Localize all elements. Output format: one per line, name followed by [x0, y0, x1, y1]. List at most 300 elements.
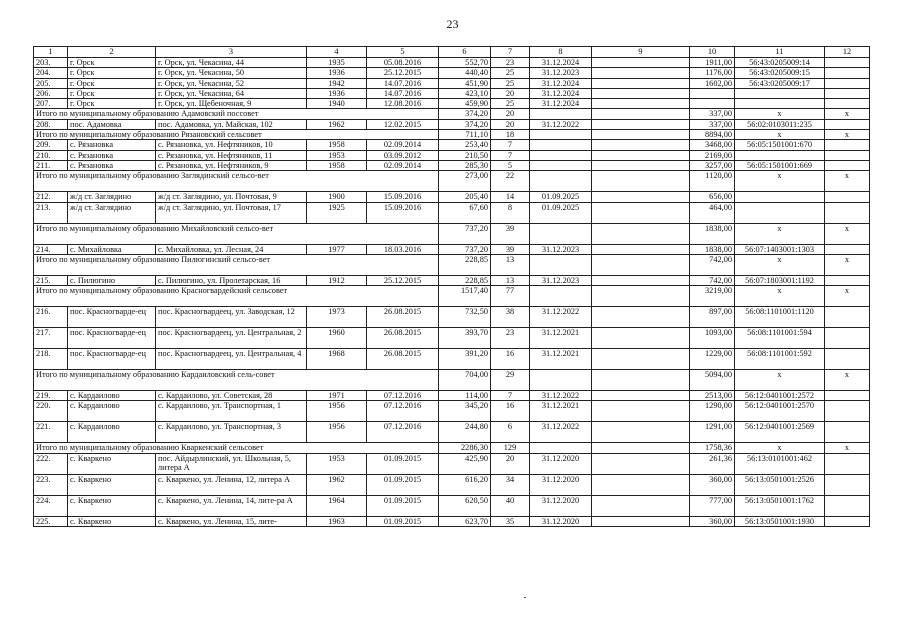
- deadline-cell: 31.12.2020: [530, 516, 592, 526]
- cost-cell: 261,36: [690, 453, 735, 474]
- year-built-cell: 1958: [307, 140, 367, 150]
- col-9-cell: [592, 516, 690, 526]
- address-cell: с. Кардаилово, ул. Советская, 28: [156, 391, 307, 401]
- col-12-cell: [825, 160, 870, 170]
- cost-cell: 1176,00: [690, 68, 735, 78]
- header-cell: 10: [690, 47, 735, 58]
- subtotal-area: 2286,30: [439, 443, 491, 453]
- area-cell: 459,90: [439, 99, 491, 109]
- subtotal-col-9: [592, 223, 690, 244]
- subtotal-col-12: х: [825, 109, 870, 119]
- cost-cell: 777,00: [690, 495, 735, 516]
- subtotal-cost: 337,00: [690, 109, 735, 119]
- deadline-cell: [530, 150, 592, 160]
- subtotal-deadline: [530, 254, 592, 275]
- subtotal-cadastral-number: х: [735, 109, 825, 119]
- address-cell: ж/д ст. Заглядино, ул. Почтовая, 17: [156, 202, 307, 223]
- date-cell: 14.07.2016: [367, 78, 439, 88]
- row-number-cell: 207.: [34, 99, 68, 109]
- row-number-cell: 220.: [34, 401, 68, 422]
- table-row: [34, 68, 870, 78]
- subtotal-col-9: [592, 130, 690, 140]
- settlement-cell: с. Кваркено: [68, 474, 156, 495]
- address-cell: с. Кваркено, ул. Ленина, 14, лите-ра А: [156, 495, 307, 516]
- header-cell: 1: [34, 47, 68, 58]
- col-12-cell: [825, 307, 870, 328]
- row-number-cell: 218.: [34, 349, 68, 370]
- cadastral-number-cell: 56:12:0401001:2572: [735, 391, 825, 401]
- settlement-cell: г. Орск: [68, 99, 156, 109]
- subtotal-cost: 742,00: [690, 254, 735, 275]
- col-9-cell: [592, 160, 690, 170]
- settlement-cell: г. Орск: [68, 58, 156, 68]
- scan-speck: [524, 597, 526, 598]
- address-cell: г. Орск, ул. Чекасина, 64: [156, 88, 307, 98]
- address-cell: пос. Красногвардеец, ул. Центральная, 2: [156, 328, 307, 349]
- deadline-cell: [530, 160, 592, 170]
- subtotal-col-12: х: [825, 223, 870, 244]
- deadline-cell: 31.12.2022: [530, 391, 592, 401]
- col-9-cell: [592, 307, 690, 328]
- subtotal-col-9: [592, 254, 690, 275]
- subtotal-col-9: [592, 286, 690, 307]
- deadline-cell: 31.12.2022: [530, 119, 592, 129]
- table-row: [34, 516, 870, 526]
- year-built-cell: 1912: [307, 275, 367, 285]
- header-cell: 6: [439, 47, 491, 58]
- header-cell: 2: [68, 47, 156, 58]
- cost-cell: 1602,00: [690, 78, 735, 88]
- subtotal-area: 374,20: [439, 109, 491, 119]
- table-row: [34, 88, 870, 98]
- cadastral-number-cell: 56:08:1101001:1120: [735, 307, 825, 328]
- col-12-cell: [825, 78, 870, 88]
- subtotal-row: [34, 370, 870, 391]
- table-row: [34, 495, 870, 516]
- col-9-cell: [592, 119, 690, 129]
- deadline-cell: 31.12.2020: [530, 495, 592, 516]
- header-cell: 8: [530, 47, 592, 58]
- col-12-cell: [825, 275, 870, 285]
- col-9-cell: [592, 68, 690, 78]
- residents-cell: 20: [491, 119, 530, 129]
- subtotal-deadline: [530, 171, 592, 192]
- address-cell: пос. Красногвардеец, ул. Центральная, 4: [156, 349, 307, 370]
- col-12-cell: [825, 140, 870, 150]
- col-12-cell: [825, 68, 870, 78]
- cadastral-number-cell: [735, 99, 825, 109]
- subtotal-row: [34, 286, 870, 307]
- subtotal-residents: 13: [491, 254, 530, 275]
- residents-cell: 23: [491, 58, 530, 68]
- subtotal-residents: 29: [491, 370, 530, 391]
- residents-cell: 35: [491, 516, 530, 526]
- subtotal-col-12: х: [825, 130, 870, 140]
- col-9-cell: [592, 244, 690, 254]
- header-cell: 5: [367, 47, 439, 58]
- cadastral-number-cell: 56:08:1101001:594: [735, 328, 825, 349]
- settlement-cell: с. Кваркено: [68, 453, 156, 474]
- subtotal-row: [34, 443, 870, 453]
- row-number-cell: 225.: [34, 516, 68, 526]
- address-cell: г. Орск, ул. Чекасина, 50: [156, 68, 307, 78]
- row-number-cell: 204.: [34, 68, 68, 78]
- col-9-cell: [592, 202, 690, 223]
- year-built-cell: 1963: [307, 516, 367, 526]
- area-cell: 391,20: [439, 349, 491, 370]
- subtotal-deadline: [530, 130, 592, 140]
- table-row: [34, 401, 870, 422]
- area-cell: 205,40: [439, 192, 491, 202]
- cost-cell: 1838,00: [690, 244, 735, 254]
- date-cell: 25.12.2015: [367, 68, 439, 78]
- subtotal-col-12: х: [825, 254, 870, 275]
- residents-cell: 40: [491, 495, 530, 516]
- col-9-cell: [592, 495, 690, 516]
- col-12-cell: [825, 453, 870, 474]
- deadline-cell: 01.09.2025: [530, 192, 592, 202]
- year-built-cell: 1936: [307, 68, 367, 78]
- date-cell: 18.03.2016: [367, 244, 439, 254]
- row-number-cell: 210.: [34, 150, 68, 160]
- address-cell: ж/д ст. Заглядино, ул. Почтовая, 9: [156, 192, 307, 202]
- residents-cell: 38: [491, 307, 530, 328]
- cost-cell: 2513,00: [690, 391, 735, 401]
- row-number-cell: 216.: [34, 307, 68, 328]
- cadastral-number-cell: 56:43:0205009:15: [735, 68, 825, 78]
- col-12-cell: [825, 119, 870, 129]
- col-12-cell: [825, 328, 870, 349]
- settlement-cell: с. Кваркено: [68, 516, 156, 526]
- subtotal-cadastral-number: х: [735, 254, 825, 275]
- date-cell: 26.08.2015: [367, 307, 439, 328]
- date-cell: 05.08.2016: [367, 58, 439, 68]
- row-number-cell: 211.: [34, 160, 68, 170]
- area-cell: 451,90: [439, 78, 491, 88]
- area-cell: 285,30: [439, 160, 491, 170]
- deadline-cell: 31.12.2020: [530, 453, 592, 474]
- cadastral-number-cell: 56:05:1501001:670: [735, 140, 825, 150]
- address-cell: с. Кваркено, ул. Ленина, 15, лите-: [156, 516, 307, 526]
- deadline-cell: 31.12.2023: [530, 68, 592, 78]
- col-12-cell: [825, 192, 870, 202]
- address-cell: пос. Красногвардеец, ул. Заводская, 12: [156, 307, 307, 328]
- address-cell: пос. Айдырлинский, ул. Школьная, 5, литера А: [156, 453, 307, 474]
- row-number-cell: 208.: [34, 119, 68, 129]
- cost-cell: [690, 88, 735, 98]
- residents-cell: 7: [491, 391, 530, 401]
- area-cell: 623,70: [439, 516, 491, 526]
- subtotal-label: Итого по муниципальному образованию Адамовский поссовет: [34, 109, 439, 119]
- subtotal-cost: 3219,00: [690, 286, 735, 307]
- date-cell: 26.08.2015: [367, 328, 439, 349]
- col-9-cell: [592, 401, 690, 422]
- subtotal-deadline: [530, 223, 592, 244]
- cost-cell: 1093,00: [690, 328, 735, 349]
- address-cell: г. Орск, ул. Чекасина, 52: [156, 78, 307, 88]
- cost-cell: 1291,00: [690, 422, 735, 443]
- table-row: [34, 244, 870, 254]
- residents-cell: 16: [491, 401, 530, 422]
- residents-cell: 25: [491, 68, 530, 78]
- table-row: [34, 140, 870, 150]
- area-cell: 114,00: [439, 391, 491, 401]
- year-built-cell: 1968: [307, 349, 367, 370]
- deadline-cell: 31.12.2020: [530, 474, 592, 495]
- date-cell: 02.09.2014: [367, 140, 439, 150]
- table-row: [34, 192, 870, 202]
- date-cell: 26.08.2015: [367, 349, 439, 370]
- cost-cell: 464,00: [690, 202, 735, 223]
- row-number-cell: 213.: [34, 202, 68, 223]
- subtotal-col-12: х: [825, 286, 870, 307]
- date-cell: 15.09.2016: [367, 192, 439, 202]
- col-12-cell: [825, 474, 870, 495]
- table-row: [34, 328, 870, 349]
- subtotal-cost: 1120,00: [690, 171, 735, 192]
- col-12-cell: [825, 88, 870, 98]
- row-number-cell: 209.: [34, 140, 68, 150]
- header-row: [34, 47, 870, 58]
- residents-cell: 25: [491, 78, 530, 88]
- subtotal-row: [34, 254, 870, 275]
- subtotal-residents: 20: [491, 109, 530, 119]
- date-cell: 25.12.2015: [367, 275, 439, 285]
- cost-cell: 1229,00: [690, 349, 735, 370]
- subtotal-area: 737,20: [439, 223, 491, 244]
- row-number-cell: 212.: [34, 192, 68, 202]
- residents-cell: 13: [491, 275, 530, 285]
- subtotal-deadline: [530, 370, 592, 391]
- register-table: [33, 46, 870, 527]
- header-cell: 3: [156, 47, 307, 58]
- address-cell: г. Орск, ул. Чекасина, 44: [156, 58, 307, 68]
- subtotal-area: 273,00: [439, 171, 491, 192]
- year-built-cell: 1935: [307, 58, 367, 68]
- date-cell: 14.07.2016: [367, 88, 439, 98]
- subtotal-row: [34, 171, 870, 192]
- row-number-cell: 203.: [34, 58, 68, 68]
- table-row: [34, 119, 870, 129]
- subtotal-col-9: [592, 370, 690, 391]
- cost-cell: 337,00: [690, 119, 735, 129]
- header-cell: 11: [735, 47, 825, 58]
- cost-cell: 3257,00: [690, 160, 735, 170]
- settlement-cell: с. Кардаилово: [68, 422, 156, 443]
- deadline-cell: 31.12.2021: [530, 328, 592, 349]
- year-built-cell: 1964: [307, 495, 367, 516]
- cadastral-number-cell: 56:05:1501001:669: [735, 160, 825, 170]
- subtotal-deadline: [530, 443, 592, 453]
- col-9-cell: [592, 140, 690, 150]
- col-9-cell: [592, 349, 690, 370]
- address-cell: г. Орск, ул. Щебеночная, 9: [156, 99, 307, 109]
- header-cell: 9: [592, 47, 690, 58]
- subtotal-col-12: х: [825, 443, 870, 453]
- residents-cell: 20: [491, 453, 530, 474]
- cadastral-number-cell: 56:13:0501001:1930: [735, 516, 825, 526]
- subtotal-label: Итого по муниципальному образованию Кардаиловский сель-совет: [34, 370, 439, 391]
- row-number-cell: 217.: [34, 328, 68, 349]
- address-cell: с. Рязановка, ул. Нефтяников, 9: [156, 160, 307, 170]
- residents-cell: 8: [491, 202, 530, 223]
- table-row: [34, 150, 870, 160]
- cost-cell: 360,00: [690, 516, 735, 526]
- address-cell: с. Рязановка, ул. Нефтяников, 11: [156, 150, 307, 160]
- settlement-cell: с. Кардаилово: [68, 401, 156, 422]
- cadastral-number-cell: 56:02:0103011:235: [735, 119, 825, 129]
- cadastral-number-cell: 56:08:1101001:592: [735, 349, 825, 370]
- col-9-cell: [592, 391, 690, 401]
- subtotal-cadastral-number: х: [735, 171, 825, 192]
- residents-cell: 34: [491, 474, 530, 495]
- col-12-cell: [825, 401, 870, 422]
- subtotal-cadastral-number: х: [735, 223, 825, 244]
- page-number: 23: [446, 17, 459, 31]
- table-row: [34, 202, 870, 223]
- settlement-cell: с. Рязановка: [68, 140, 156, 150]
- address-cell: с. Рязановка, ул. Нефтяников, 10: [156, 140, 307, 150]
- year-built-cell: 1960: [307, 328, 367, 349]
- subtotal-label: Итого по муниципальному образованию Пилюгинский сельсо-вет: [34, 254, 439, 275]
- subtotal-cost: 8894,00: [690, 130, 735, 140]
- year-built-cell: 1953: [307, 453, 367, 474]
- address-cell: с. Кардаилово, ул. Транспортная, 3: [156, 422, 307, 443]
- cost-cell: 897,00: [690, 307, 735, 328]
- deadline-cell: 31.12.2024: [530, 78, 592, 88]
- year-built-cell: 1900: [307, 192, 367, 202]
- deadline-cell: 31.12.2021: [530, 401, 592, 422]
- year-built-cell: 1973: [307, 307, 367, 328]
- cost-cell: 742,00: [690, 275, 735, 285]
- address-cell: с. Михайловка, ул. Лесная, 24: [156, 244, 307, 254]
- date-cell: 07.12.2016: [367, 391, 439, 401]
- subtotal-residents: 129: [491, 443, 530, 453]
- subtotal-residents: 39: [491, 223, 530, 244]
- date-cell: 01.09.2015: [367, 516, 439, 526]
- table-row: [34, 78, 870, 88]
- deadline-cell: 31.12.2023: [530, 275, 592, 285]
- row-number-cell: 223.: [34, 474, 68, 495]
- cadastral-number-cell: 56:07:1403001:1303: [735, 244, 825, 254]
- subtotal-label: Итого по муниципальному образованию Михайловский сельсо-вет: [34, 223, 439, 244]
- subtotal-residents: 77: [491, 286, 530, 307]
- date-cell: 12.08.2016: [367, 99, 439, 109]
- area-cell: 345,20: [439, 401, 491, 422]
- header-cell: 4: [307, 47, 367, 58]
- subtotal-area: 704,00: [439, 370, 491, 391]
- date-cell: 01.09.2015: [367, 453, 439, 474]
- area-cell: 228,85: [439, 275, 491, 285]
- settlement-cell: пос. Красногварде-ец: [68, 307, 156, 328]
- col-9-cell: [592, 58, 690, 68]
- cadastral-number-cell: 56:07:1803001:1192: [735, 275, 825, 285]
- deadline-cell: 01.09.2025: [530, 202, 592, 223]
- subtotal-label: Итого по муниципальному образованию Рязановский сельсовет: [34, 130, 439, 140]
- year-built-cell: 1956: [307, 401, 367, 422]
- cost-cell: 2169,00: [690, 150, 735, 160]
- cadastral-number-cell: 56:12:0401001:2570: [735, 401, 825, 422]
- subtotal-row: [34, 223, 870, 244]
- cadastral-number-cell: [735, 202, 825, 223]
- subtotal-cadastral-number: х: [735, 130, 825, 140]
- table-row: [34, 349, 870, 370]
- deadline-cell: [530, 140, 592, 150]
- cost-cell: 1911,00: [690, 58, 735, 68]
- row-number-cell: 219.: [34, 391, 68, 401]
- subtotal-cost: 5094,00: [690, 370, 735, 391]
- subtotal-col-9: [592, 109, 690, 119]
- col-9-cell: [592, 453, 690, 474]
- year-built-cell: 1936: [307, 88, 367, 98]
- table-row: [34, 275, 870, 285]
- date-cell: 07.12.2016: [367, 401, 439, 422]
- cost-cell: 3468,00: [690, 140, 735, 150]
- settlement-cell: с. Рязановка: [68, 150, 156, 160]
- address-cell: с. Пилюгино, ул. Пролетарская, 16: [156, 275, 307, 285]
- table-row: [34, 160, 870, 170]
- residents-cell: 7: [491, 150, 530, 160]
- settlement-cell: пос. Красногварде-ец: [68, 349, 156, 370]
- col-9-cell: [592, 88, 690, 98]
- settlement-cell: с. Кардаилово: [68, 391, 156, 401]
- area-cell: 244,80: [439, 422, 491, 443]
- header-cell: 12: [825, 47, 870, 58]
- subtotal-col-9: [592, 171, 690, 192]
- subtotal-residents: 18: [491, 130, 530, 140]
- area-cell: 440,40: [439, 68, 491, 78]
- col-12-cell: [825, 150, 870, 160]
- cadastral-number-cell: [735, 150, 825, 160]
- header-cell: 7: [491, 47, 530, 58]
- subtotal-deadline: [530, 109, 592, 119]
- table-row: [34, 58, 870, 68]
- residents-cell: 16: [491, 349, 530, 370]
- residents-cell: 23: [491, 328, 530, 349]
- col-12-cell: [825, 516, 870, 526]
- settlement-cell: с. Рязановка: [68, 160, 156, 170]
- col-9-cell: [592, 150, 690, 160]
- year-built-cell: 1962: [307, 474, 367, 495]
- subtotal-label: Итого по муниципальному образованию Кваркенский сельсовет: [34, 443, 439, 453]
- settlement-cell: ж/д ст. Заглядино: [68, 202, 156, 223]
- subtotal-cadastral-number: х: [735, 370, 825, 391]
- col-12-cell: [825, 244, 870, 254]
- area-cell: 425,90: [439, 453, 491, 474]
- subtotal-label: Итого по муниципальному образованию Красногвардейский сельсовет: [34, 286, 439, 307]
- settlement-cell: с. Пилюгино: [68, 275, 156, 285]
- col-9-cell: [592, 474, 690, 495]
- subtotal-cadastral-number: х: [735, 443, 825, 453]
- subtotal-area: 228,85: [439, 254, 491, 275]
- area-cell: 616,20: [439, 474, 491, 495]
- row-number-cell: 205.: [34, 78, 68, 88]
- settlement-cell: пос. Красногварде-ец: [68, 328, 156, 349]
- date-cell: 15.09.2016: [367, 202, 439, 223]
- date-cell: 01.09.2015: [367, 474, 439, 495]
- subtotal-col-12: х: [825, 370, 870, 391]
- subtotal-cost: 1838,00: [690, 223, 735, 244]
- year-built-cell: 1940: [307, 99, 367, 109]
- table-row: [34, 474, 870, 495]
- cadastral-number-cell: [735, 88, 825, 98]
- row-number-cell: 206.: [34, 88, 68, 98]
- year-built-cell: 1953: [307, 150, 367, 160]
- row-number-cell: 215.: [34, 275, 68, 285]
- residents-cell: 14: [491, 192, 530, 202]
- settlement-cell: с. Михайловка: [68, 244, 156, 254]
- cost-cell: 1290,00: [690, 401, 735, 422]
